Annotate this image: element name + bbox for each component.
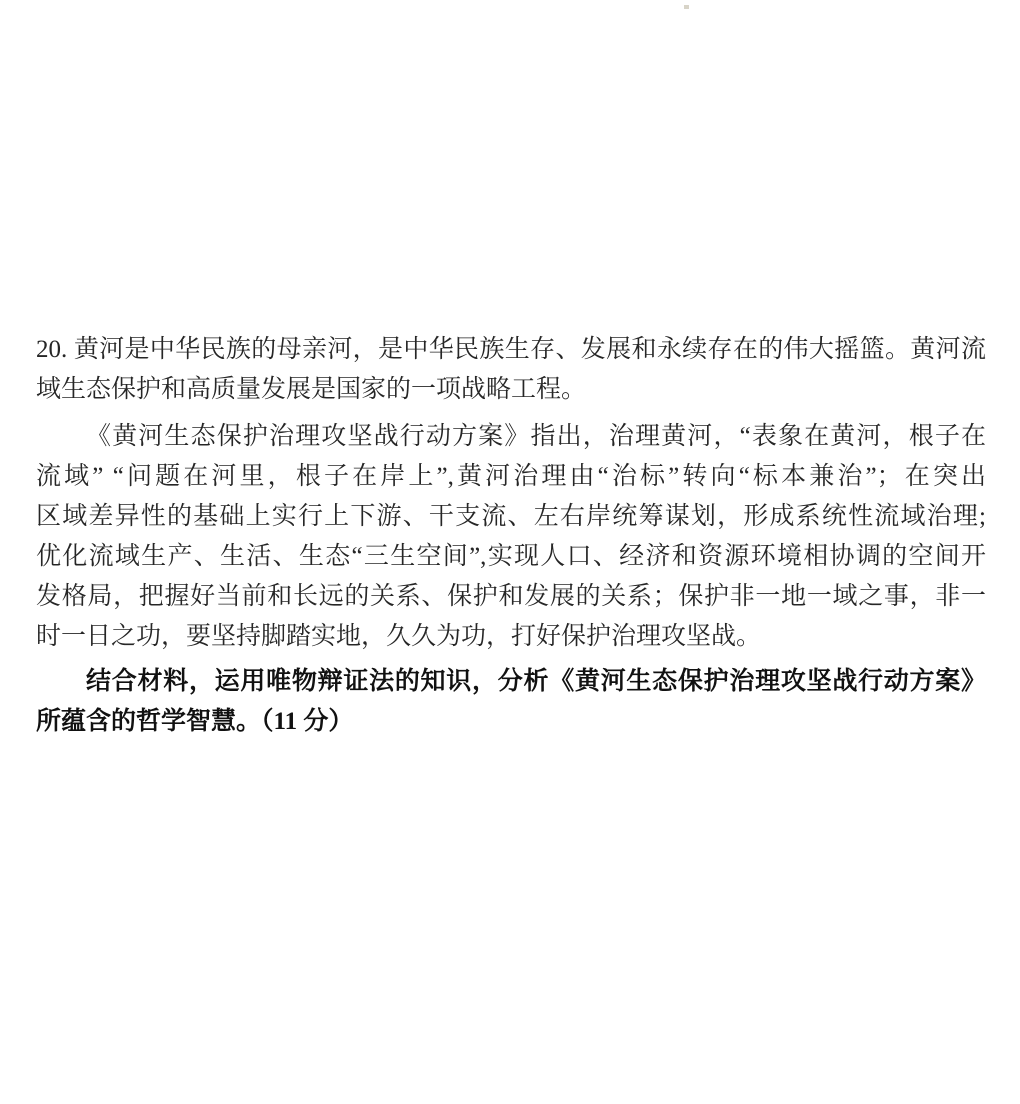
task-line-1: 结合材料，运用唯物辩证法的知识，分析《黄河生态保护治理攻坚战行动方案》 <box>86 668 986 695</box>
question-intro-line-2: 域生态保护和高质量发展是国家的一项战略工程。 <box>36 376 587 403</box>
material-line-3: 区域差异性的基础上实行上下游、干支流、左右岸统筹谋划，形成系统性流域治理; <box>36 503 986 530</box>
question-intro-line-1: 20. 黄河是中华民族的母亲河，是中华民族生存、发展和永续存在的伟大摇篮。黄河流 <box>36 336 986 363</box>
material-line-2: 流域” “问题在河里，根子在岸上”,黄河治理由“治标”转向“标本兼治”；在突出 <box>36 463 986 490</box>
material-line-5: 发格局，把握好当前和长远的关系、保护和发展的关系；保护非一地一域之事，非一 <box>36 583 986 610</box>
task-line-2: 所蕴含的哲学智慧。（11 分） <box>36 708 354 735</box>
question-block <box>36 330 986 742</box>
scan-artifact-dot <box>684 5 689 9</box>
material-line-6: 时一日之功，要坚持脚踏实地，久久为功，打好保护治理攻坚战。 <box>36 623 762 650</box>
material-line-1: 《黄河生态保护治理攻坚战行动方案》指出，治理黄河，“表象在黄河，根子在 <box>86 423 986 450</box>
material-line-4: 优化流域生产、生活、生态“三生空间”,实现人口、经济和资源环境相协调的空间开 <box>36 543 986 570</box>
